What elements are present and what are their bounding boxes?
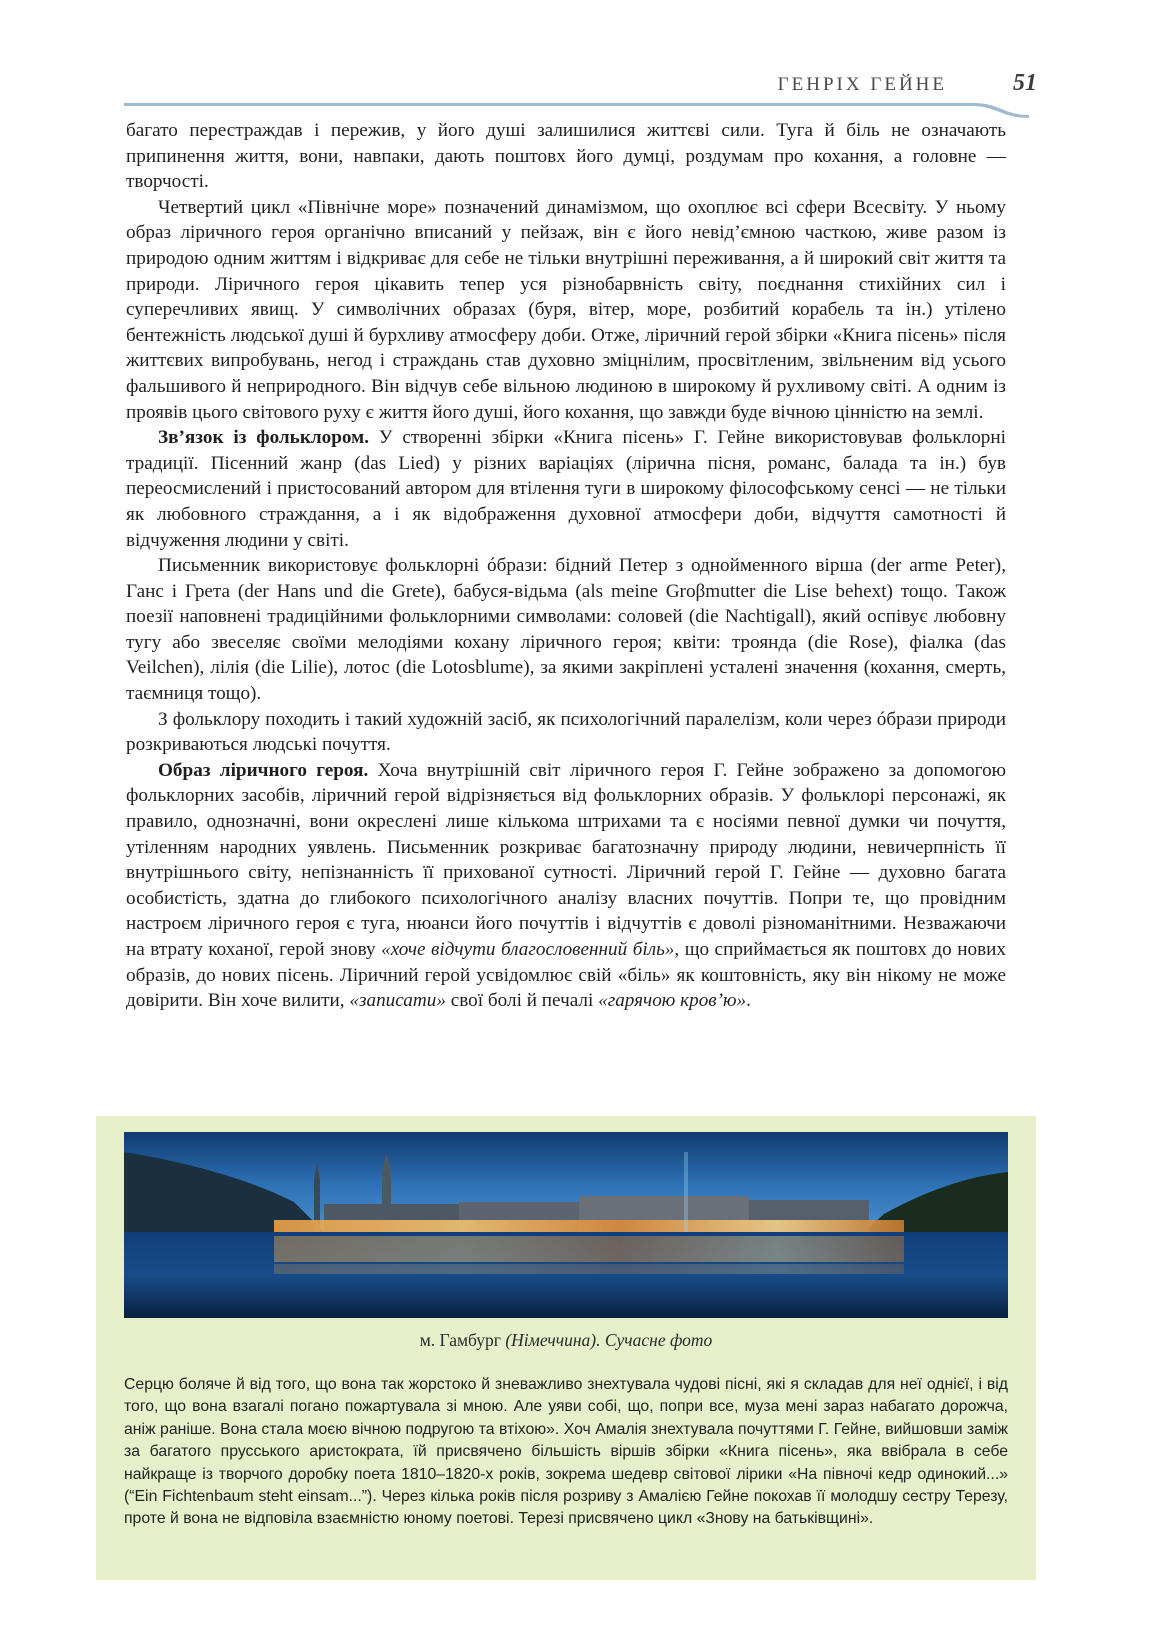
paragraph-6-text-c: свої болі й печалі bbox=[445, 990, 599, 1012]
paragraph-1: багато перестраждав і пережив, у його душі залишилися життєві сили. Туга й біль не означають припинення життя, вони, навпаки, дають поштовх його думці, роздумам про кохання, а головне — творчості. bbox=[126, 120, 1006, 193]
paragraph-6-text-d: . bbox=[746, 990, 751, 1012]
paragraph-6 bbox=[126, 758, 1006, 1014]
paragraph-2: Четвертий цикл «Північне море» позначений динамізмом, що охоплює всі сфери Всесвіту. У ньому образ ліричного героя органічно вписаний у пейзаж, він є його невід’ємною часткою, живе разом із природою одним життям і відкриває для себе не тільки внутрішні переживання, а й широкий світ життя та природи. Ліричного героя цікавить тепер уся різнобарвність світу, поєднання стихійних сил і суперечливих явищ. У символічних образах (буря, вітер, море, розбитий корабель та ін.) утілено бентежність людської душі й бурхливу атмосферу доби. Отже, ліричний герой збірки «Книга пісень» після життєвих випробувань, негод і страждань став духовно зміцнілим, просвітленим, звільненим від усього фальшивого й неприродного. Він відчув себе вільною людиною в широкому й рухливому світі. А одним із проявів цього світового руху є життя його душі, його кохання, що завжди буде вічною цінністю на землі. bbox=[126, 196, 1006, 423]
paragraph-6-text-b: , що сприймається як поштовх до нових образів, до нових пісень. Ліричний герой усвідомлює свій «біль» як коштовність, яку він нікому не може довірити. Він хоче вилити, bbox=[126, 939, 1006, 1012]
quote-write-down: «записати» bbox=[349, 990, 446, 1012]
paragraph-6-text-a: Хоча внутрішній світ ліричного героя Г. Гейне зображено за допомогою фольклорних засобів, ліричний герой відрізняється від фольклорних образів. У фольклорі персонажі, як правило, однозначні, вони окреслені лише кількома штрихами та є носіями певної думки чи почуття, утіленням народних уявлень. Письменник розкриває багатозначну природу людини, невичерпність її внутрішнього світу, непізнанність її прихованої сутності. Ліричний герой Г. Гейне — духовно багата особистість, здатна до глибокого психологічного аналізу власних почуттів. Попри те, що провідним настроєм ліричного героя є туга, нюанси його почуттів і відчуттів є доволі різноманітними. Незважаючи на втрату коханої, герой знову bbox=[126, 759, 1006, 960]
section-heading-lyrical-hero: Образ ліричного героя. bbox=[158, 759, 369, 781]
hamburg-photo bbox=[124, 1132, 1008, 1318]
paragraph-3-text: У створенні збірки «Книга пісень» Г. Гейне використовував фольклорні традиції. Пісенний жанр (das Lied) у різних варіаціях (лірична пісня, романс, балада та ін.) був переосмислений і пристосований автором для втілення туги в широкому філософському сенсі — не тільки як любовного страждання, а і як відображення духовної атмосфери доби, відчуття самотності й відчуження людини у світі. bbox=[126, 427, 1006, 551]
quote-blessed-pain: «хоче відчути благословенний біль» bbox=[381, 939, 675, 960]
caption-italic: (Німеччина). Сучасне фото bbox=[505, 1330, 713, 1350]
running-title: ГЕНРІХ ГЕЙНЕ bbox=[777, 74, 947, 95]
sidebar-panel bbox=[96, 1116, 1036, 1580]
paragraph-4: Письменник використовує фольклорні óбрази: бідний Петер з однойменного вірша (der arme Peter), Ганс і Грета (der Hans und die Grete), бабуся-відьма (als meine Groβmutter die Lise behext) тощо. Також поезії наповнені традиційними фольклорними символами: соловей (die Nachtigall), який оспівує любовну тугу або звеселяє своїми мелодіями кохану ліричного героя; квіти: троянда (die Rose), фіалка (das Veilchen), лілія (die Lilie), лотос (die Lotosblume), за якими закріплені усталені значення (кохання, смерть, таємниця тощо). bbox=[126, 555, 1006, 705]
sidebar-text: Серцю боляче й від того, що вона так жорстоко й зневажливо знехтувала чудові пісні, які я складав для неї однієї, і від того, що вона взагалі погано пожартувала зі мною. Але уяви собі, що, попри все, муза мені зараз набагато дорожча, аніж раніше. Вона стала моєю вічною подругою та втіхою». Хоч Амалія знехтувала почуттями Г. Гейне, вийшовши заміж за багатого прусського аристократа, їй присвячено більшість віршів збірки «Книга пісень», яка ввібрала в себе найкраще із творчого доробку поета 1810–1820-х років, зокрема шедевр світової лірики «На півночі кедр одинокий...» (“Ein Fichtenbaum steht einsam...”). Через кілька років після розриву з Амалією Гейне покохав її молодшу сестру Терезу, проте й вона не відповіла взаємністю юному поетові. Терезі присвячено цикл «Знову на батьківщині». bbox=[124, 1376, 1008, 1528]
quote-hot-blood: «гарячою кров’ю» bbox=[598, 990, 747, 1012]
caption-plain: м. Гамбург bbox=[419, 1330, 506, 1350]
paragraph-5: З фольклору походить і такий художній засіб, як психологічний паралелізм, коли через óбрази природи розкриваються людські почуття. bbox=[126, 708, 1006, 756]
page-number: 51 bbox=[1013, 70, 1037, 96]
section-heading-folklore: Зв’язок із фольклором. bbox=[158, 427, 370, 449]
main-text bbox=[126, 118, 1006, 1014]
photo-caption bbox=[96, 1330, 1036, 1351]
paragraph-3 bbox=[126, 425, 1006, 553]
